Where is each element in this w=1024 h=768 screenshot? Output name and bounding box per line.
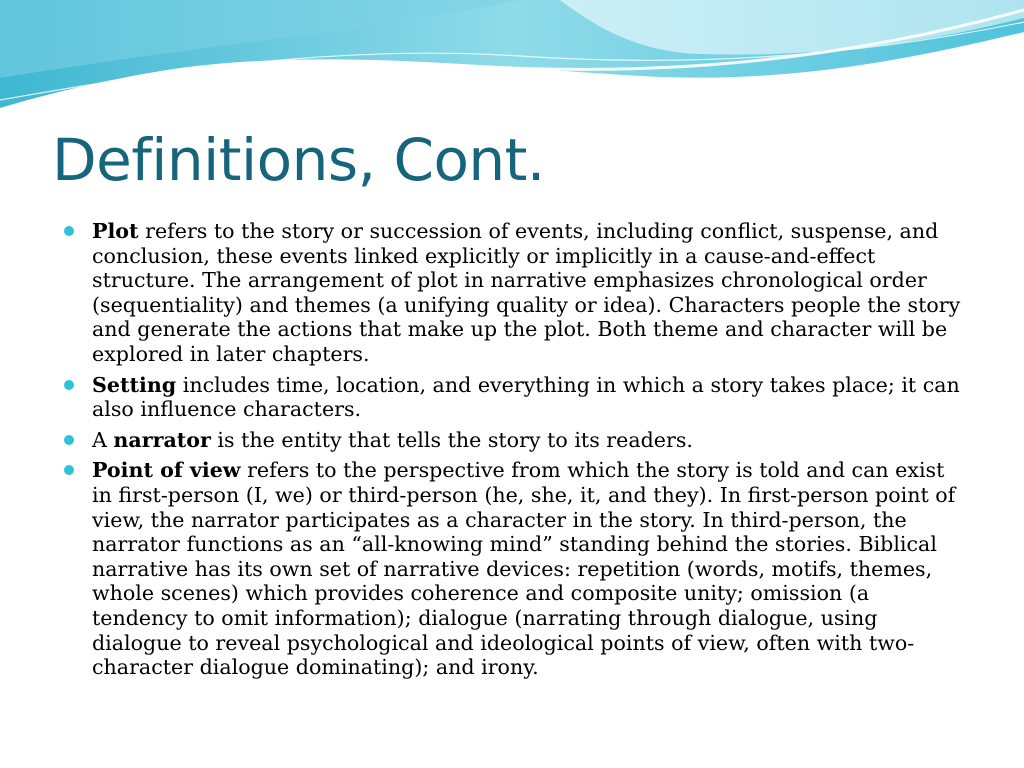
- bullet-item-plot: [64, 219, 968, 367]
- bullet-text: refers to the perspective from which the story is told and can exist in first-person (I, we) or third-person (he, she, it, and they). In first-person point of view, the narrator participates as a character in the story. In third-person, the narrator functions as an “all-knowing mind” standing behind the stories. Biblical narrative has its own set of narrative devices: repetition (words, motifs, themes, whole scenes) which provides coherence and composite unity; omission (a tendency to omit information); dialogue (narrating through dialogue, using dialogue to reveal psychological and ideological points of view, often with two-character dialogue dominating); and irony.: [92, 458, 956, 680]
- slide-title: Definitions, Cont.: [52, 126, 545, 194]
- bullet-term: Point of view: [92, 458, 241, 483]
- bullet-term: Plot: [92, 219, 139, 243]
- bullet-list: [64, 219, 968, 686]
- bullet-dot-icon: [64, 435, 74, 445]
- bullet-item-point-of-view: [64, 458, 968, 679]
- bullet-dot-icon: [64, 226, 74, 236]
- header-wave-decoration: [0, 0, 1024, 120]
- bullet-term: narrator: [113, 427, 211, 452]
- bullet-text: refers to the story or succession of events, including conflict, suspense, and conclusion, these events linked explicitly or implicitly in a cause-and-effect structure. The arrangement of plot in narrative emphasizes chronological order (sequentiality) and themes (a unifying quality or idea). Characters people the story and generate the actions that make up the plot. Both theme and character will be explored in later chapters.: [92, 219, 961, 366]
- bullet-text: is the entity that tells the story to its readers.: [210, 427, 693, 452]
- bullet-dot-icon: [64, 380, 74, 390]
- bullet-prefix: A: [92, 427, 114, 452]
- bullet-item-setting: [64, 373, 968, 422]
- bullet-term: Setting: [92, 372, 177, 397]
- bullet-dot-icon: [64, 465, 74, 475]
- bullet-item-narrator: [64, 428, 968, 453]
- bullet-text: includes time, location, and everything in which a story takes place; it can also influence characters.: [92, 372, 960, 422]
